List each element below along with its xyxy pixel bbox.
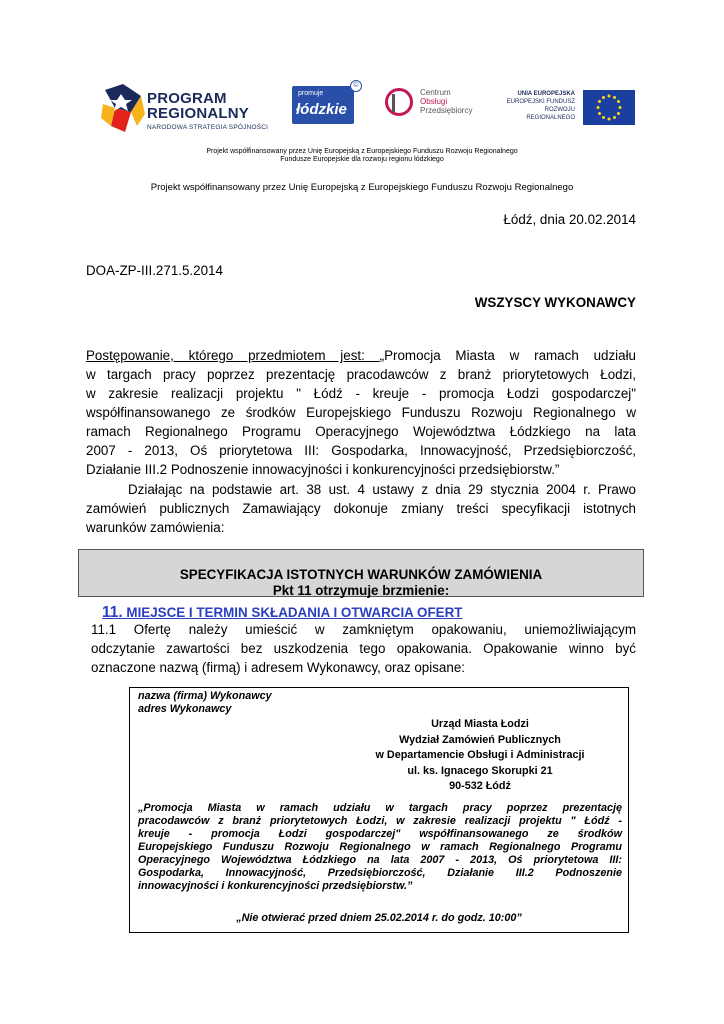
spec-box bbox=[78, 549, 644, 597]
centrum-p-icon bbox=[392, 94, 409, 112]
reference-number: DOA-ZP-III.271.5.2014 bbox=[86, 263, 223, 278]
desc-line-4: Europejskiego Funduszu Rozwoju Regionalnego w ramach Regionalnego Programu bbox=[138, 841, 622, 853]
envelope-line-1: nazwa (firma) Wykonawcy bbox=[138, 690, 272, 702]
subject-line-6: 2007 - 2013, Oś priorytetowa III: Gospodarka, Innowacyjność, Przedsiębiorczość, bbox=[86, 443, 636, 458]
desc-line-3: kreuje - promocja Łodzi gospodarczej" współfinansowanego ze środków bbox=[138, 828, 622, 840]
date-line: Łódź, dnia 20.02.2014 bbox=[503, 212, 636, 227]
subject-block bbox=[86, 346, 636, 479]
subject-label: Postępowanie, którego przedmiotem jest: bbox=[86, 348, 380, 363]
section-line-3: oznaczone nazwą (firmą) i adresem Wykonawcy, oraz opisane: bbox=[91, 660, 465, 675]
program-logo-line3: NARODOWA STRATEGIA SPÓJNOŚCI bbox=[147, 124, 269, 131]
subject-line-5: ramach Regionalnego Programu Operacyjnego Województwa Łódzkiego na lata bbox=[86, 424, 636, 439]
address-line-2: Wydział Zamówień Publicznych bbox=[399, 733, 561, 746]
section-line-2: odczytanie zawartości bez uszkodzenia tego opakowania. Opakowanie winno być bbox=[91, 641, 636, 656]
desc-line-2: pracodawców z branż priorytetowych Łodzi, w zakresie realizacji projektu " Łódź - bbox=[138, 815, 622, 827]
subject-line-3: w zakresie realizacji projektu " Łódź - kreuje - promocja Łodzi gospodarczej" bbox=[86, 386, 636, 401]
subject-line-1-text: „Promocja Miasta w ramach udziału bbox=[379, 348, 636, 363]
spec-subtitle: Pkt 11 otrzymuje brzmienie: bbox=[272, 583, 450, 598]
address-line-3: w Departamencie Obsługi i Administracji bbox=[375, 749, 585, 761]
intro-line-3: warunków zamówienia: bbox=[86, 520, 225, 535]
envelope-description bbox=[138, 802, 622, 893]
intro-block bbox=[86, 480, 636, 537]
intro-line-1: Działając na podstawie art. 38 ust. 4 ustawy z dnia 29 stycznia 2004 r. Prawo bbox=[128, 482, 636, 497]
address-line-4: ul. ks. Ignacego Skorupki 21 bbox=[407, 764, 553, 777]
header-note-1: Projekt współfinansowany przez Unię Europejską z Europejskiego Funduszu Rozwoju Regionalnego bbox=[206, 148, 518, 155]
desc-line-7: innowacyjności i konkurencyjności przedsiębiorstw.” bbox=[138, 880, 413, 892]
desc-line-5: Operacyjnego Województwa Łódzkiego na lata 2007 - 2013, Oś priorytetowa III: bbox=[138, 854, 622, 866]
eu-logo bbox=[495, 90, 635, 128]
centrum-logo-line3: Przedsiębiorcy bbox=[420, 106, 473, 115]
header-note-2: Fundusze Europejskie dla rozwoju regionu łódzkiego bbox=[280, 156, 444, 163]
eu-logo-line2: EUROPEJSKI FUNDUSZ bbox=[506, 99, 575, 105]
eu-logo-line1: UNIA EUROPEJSKA bbox=[517, 91, 575, 97]
desc-line-6: Gospodarka, Innowacyjność, Przedsiębiorczość, Działanie III.2 Podnoszenie bbox=[138, 867, 622, 879]
copyright-icon: © bbox=[350, 80, 362, 92]
lodzkie-logo-small: promuje bbox=[298, 90, 324, 97]
subject-line-7: Działanie III.2 Podnoszenie innowacyjności i konkurencyjności przedsiębiorstw.” bbox=[86, 462, 560, 477]
star-logo-icon bbox=[101, 82, 147, 134]
address-line-5: 90-532 Łódź bbox=[449, 780, 511, 792]
desc-line-1: „Promocja Miasta w ramach udziału w targach pracy poprzez prezentację bbox=[138, 802, 622, 814]
spec-title: SPECYFIKACJA ISTOTNYCH WARUNKÓW ZAMÓWIENIA bbox=[179, 567, 543, 582]
section-number: 11. bbox=[102, 604, 123, 621]
centrum-logo-line2: Obsługi bbox=[420, 97, 448, 106]
program-logo-line2: REGIONALNY bbox=[147, 105, 250, 122]
section-label: MIEJSCE I TERMIN SKŁADANIA I OTWARCIA OFERT bbox=[122, 605, 463, 620]
section-line-1: 11.1 Ofertę należy umieścić w zamkniętym opakowaniu, uniemożliwiającym bbox=[91, 622, 636, 637]
subject-line-1 bbox=[86, 346, 636, 365]
header-note-3: Projekt współfinansowany przez Unię Europejską z Europejskiego Funduszu Rozwoju Regionalnego bbox=[150, 182, 574, 193]
eu-logo-line3: ROZWOJU REGIONALNEGO bbox=[526, 107, 575, 121]
envelope-line-2: adres Wykonawcy bbox=[138, 703, 232, 715]
subject-line-2: w targach pracy poprzez prezentację pracodawców z branż priorytetowych Łodzi, bbox=[86, 367, 636, 382]
intro-line-2: zamówień publicznych Zamawiający dokonuje zmiany treści specyfikacji istotnych bbox=[86, 501, 636, 516]
logo-bar bbox=[95, 72, 635, 142]
envelope-deadline: „Nie otwierać przed dniem 25.02.2014 r. do godz. 10:00” bbox=[236, 912, 522, 924]
program-regionalny-logo bbox=[95, 80, 275, 138]
eu-logo-text bbox=[495, 90, 575, 122]
envelope-address bbox=[350, 717, 610, 795]
subject-line-4: współfinansowanego ze środków Europejskiego Funduszu Rozwoju Regionalnego w bbox=[86, 405, 636, 420]
lodzkie-logo-big: łódzkie bbox=[296, 101, 347, 118]
eu-flag-icon bbox=[583, 90, 635, 125]
addressee: WSZYSCY WYKONAWCY bbox=[474, 295, 636, 310]
centrum-logo-line1: Centrum bbox=[420, 88, 451, 97]
envelope-box bbox=[129, 687, 629, 933]
section-body bbox=[91, 620, 636, 677]
centrum-obslugi-logo bbox=[385, 86, 475, 126]
promuje-lodzkie-logo bbox=[292, 82, 359, 124]
address-line-1: Urząd Miasta Łodzi bbox=[431, 718, 529, 730]
program-logo-line1: PROGRAM bbox=[147, 90, 227, 107]
